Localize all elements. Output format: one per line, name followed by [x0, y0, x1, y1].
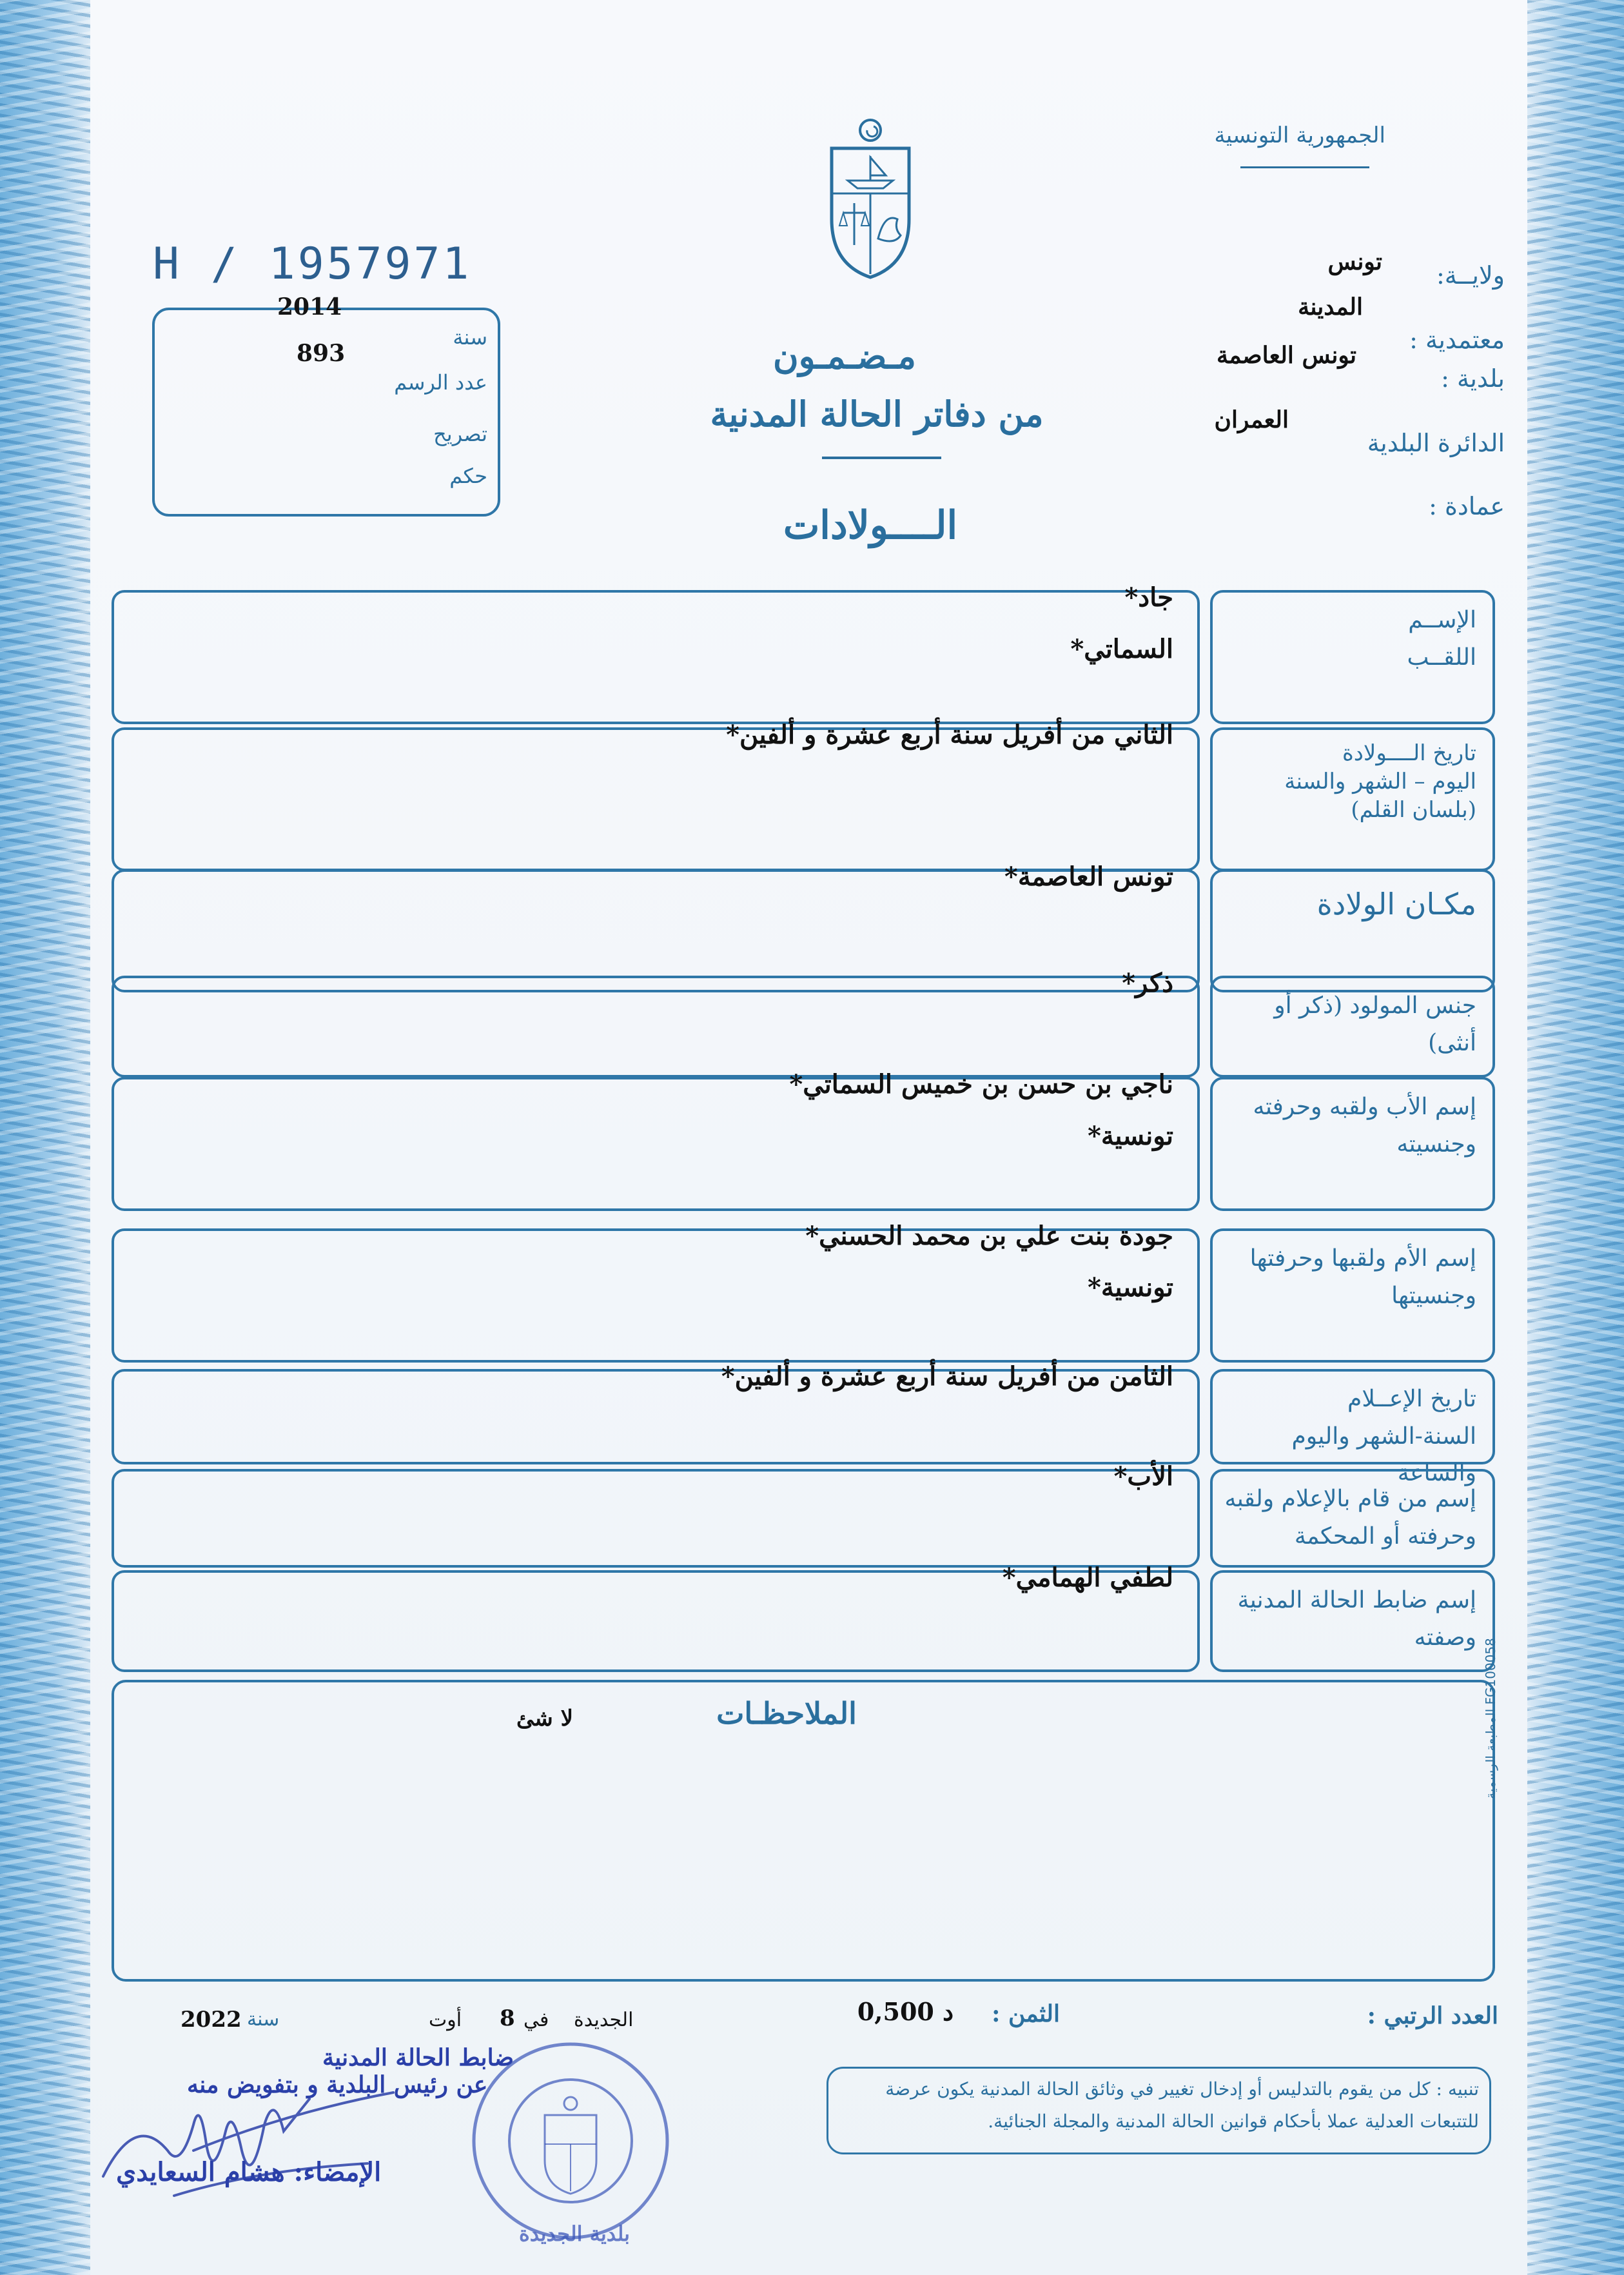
title-underline [822, 457, 941, 459]
registry-year-value: 2014 [277, 293, 342, 320]
wilaya-value: تونس [1327, 248, 1382, 275]
row-label-line: مكـان الولادة [1316, 887, 1476, 921]
registry-year-label: سنة [453, 325, 487, 350]
guilloche-border-left [0, 0, 90, 2275]
warning-line-2: للتتبعات العدلية عملا بأحكام قوانين الحالة المدنية والمجلة الجنائية. [988, 2111, 1479, 2132]
row-value: تونسية* [1087, 1272, 1173, 1303]
row-value: السماتي* [1070, 634, 1173, 664]
row-label-line: تاريخ الــــولادة [1342, 740, 1476, 766]
row-label-line: السنة-الشهر واليوم والساعة [1291, 1423, 1476, 1487]
row-label-line: وصفته [1414, 1624, 1476, 1651]
row-label-line: جنس المولود (ذكر أو أنثى) [1274, 992, 1476, 1056]
omada-label: عمادة : [1429, 492, 1505, 520]
title-line-2: من دفاتر الحالة المدنية [710, 393, 1044, 435]
handwritten-signature-icon [97, 2073, 406, 2215]
row-label-line: إسم الأم ولقبها وحرفتها [1249, 1245, 1476, 1272]
row-label [1218, 1481, 1476, 1555]
row-value-box [112, 976, 1200, 1078]
registry-declaration-label: تصريح [433, 422, 487, 446]
footer-day: 8 [500, 2005, 515, 2031]
row-label-line: وجنسيته [1396, 1130, 1476, 1157]
signature-stamp-line-1: ضابط الحالة المدنية [322, 2044, 514, 2071]
registry-judgment-label: حكم [449, 464, 487, 488]
footer-place: الجديدة [574, 2009, 634, 2031]
row-label-line: تاريخ الإعــلام [1347, 1386, 1476, 1412]
seal-text: بلدية الجديدة [519, 2221, 631, 2246]
row-value: لطفي الهمامي* [1002, 1562, 1173, 1593]
registry-number-value: 893 [297, 340, 346, 367]
side-print: المطبعة الرسمية FG100058 [1483, 1638, 1498, 1799]
footer-serial-label: العدد الرتبي : [1367, 2002, 1498, 2029]
serial-number: H / 1957971 [153, 239, 472, 290]
daira-value: العمران [1214, 406, 1289, 433]
row-value: الأب* [1113, 1461, 1173, 1492]
baladia-label: بلدية : [1441, 364, 1505, 393]
registry-number-label: عدد الرسم [394, 370, 487, 395]
footer-year-label: سنة [247, 2008, 280, 2031]
row-label [1218, 1582, 1476, 1656]
row-value: ناجي بن حسن بن خميس السماتي* [789, 1069, 1173, 1099]
notes-value: لا شئ [516, 1706, 573, 1731]
row-value: الثاني من أفريل سنة أربع عشرة و ألفين* [726, 720, 1173, 750]
row-label-line: اليوم – الشهر والسنة [1284, 769, 1476, 795]
row-label-line: إسم الأب ولقبه وحرفته [1253, 1094, 1476, 1120]
row-value: ذكر* [1122, 968, 1173, 998]
footer-price-label: الثمن : [992, 2000, 1060, 2027]
row-label-line: وحرفته أو المحكمة [1294, 1522, 1476, 1550]
row-value: تونسية* [1087, 1121, 1173, 1151]
signature-stamp-line-3: الإمضاء: هشام السعايدي [116, 2157, 382, 2187]
wilaya-label: ولايــة: [1436, 261, 1505, 290]
registry-box [152, 308, 500, 517]
warning-line-1: تنبيه : كل من يقوم بالتدليس أو إدخال تغيير في وثائق الحالة المدنية يكون عرضة [885, 2078, 1479, 2100]
row-value: جودة بنت علي بن محمد الحسني* [805, 1221, 1173, 1251]
title-line-3: الــــولادات [783, 503, 958, 548]
motamadia-value: المدينة [1298, 293, 1363, 320]
footer-year-value: 2022 [181, 2007, 242, 2033]
coat-of-arms-icon [819, 116, 922, 284]
row-label [1218, 1088, 1476, 1163]
row-value-box [112, 590, 1200, 724]
signature-stamp-line-2: عن رئيس البلدية و بتفويض منه [187, 2071, 488, 2098]
footer-day-prefix: في [523, 2009, 549, 2031]
footer-price-value: 0,500 د [857, 1997, 954, 2026]
row-label-line: (بلسان القلم) [1351, 797, 1476, 823]
daira-label: الدائرة البلدية [1367, 429, 1505, 457]
row-value: جاد* [1124, 582, 1173, 613]
notes-label: الملاحظـات [716, 1696, 857, 1731]
motamadia-label: معتمدية : [1409, 326, 1505, 354]
row-label-line: إسم من قام بالإعلام ولقبه [1224, 1486, 1476, 1512]
row-label-line: وجنسيتها [1391, 1282, 1476, 1309]
baladia-value: تونس العاصمة [1216, 342, 1356, 369]
title-line-1: مـضـمـون [773, 335, 916, 377]
row-label [1218, 739, 1476, 825]
row-label-line: الإســم [1408, 607, 1476, 633]
row-label-line: اللقــب [1407, 644, 1476, 671]
republic-title: الجمهورية التونسية [1214, 123, 1385, 148]
round-seal-icon [464, 2031, 677, 2250]
row-label-line: إسم ضابط الحالة المدنية [1237, 1587, 1476, 1613]
footer-month: أوت [429, 2009, 462, 2031]
guilloche-border-right [1527, 0, 1624, 2275]
row-label [1218, 1240, 1476, 1314]
row-value: تونس العاصمة* [1004, 862, 1173, 892]
row-value-box [112, 1469, 1200, 1568]
row-label [1218, 602, 1476, 676]
row-label [1218, 881, 1476, 929]
row-label [1218, 987, 1476, 1061]
republic-underline [1240, 166, 1369, 168]
row-value: الثامن من أفريل سنة أربع عشرة و ألفين* [721, 1361, 1173, 1392]
